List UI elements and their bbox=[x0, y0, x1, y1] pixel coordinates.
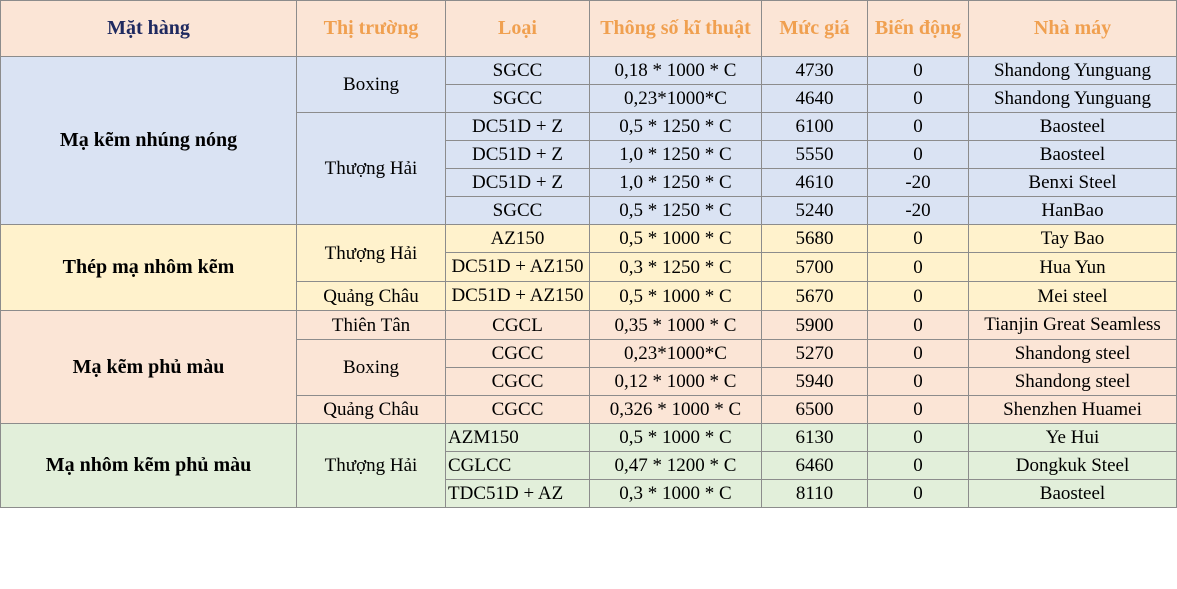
change-cell: 0 bbox=[868, 424, 969, 452]
price-cell: 5940 bbox=[762, 368, 868, 396]
type-cell: SGCC bbox=[446, 85, 590, 113]
type-cell: DC51D + AZ150 bbox=[446, 282, 590, 311]
price-cell: 6130 bbox=[762, 424, 868, 452]
price-cell: 5700 bbox=[762, 253, 868, 282]
group-name: Thép mạ nhôm kẽm bbox=[1, 225, 297, 311]
market-cell: Quảng Châu bbox=[297, 396, 446, 424]
factory-cell: Shandong Yunguang bbox=[969, 57, 1177, 85]
header-market: Thị trường bbox=[297, 1, 446, 57]
spec-cell: 0,5 * 1250 * C bbox=[590, 113, 762, 141]
factory-cell: Shandong steel bbox=[969, 340, 1177, 368]
price-cell: 6100 bbox=[762, 113, 868, 141]
header-type: Loại bbox=[446, 1, 590, 57]
type-cell: DC51D + Z bbox=[446, 169, 590, 197]
price-cell: 5550 bbox=[762, 141, 868, 169]
spec-cell: 0,12 * 1000 * C bbox=[590, 368, 762, 396]
price-cell: 5680 bbox=[762, 225, 868, 253]
spec-cell: 0,23*1000*C bbox=[590, 340, 762, 368]
type-cell: DC51D + Z bbox=[446, 113, 590, 141]
factory-cell: Tianjin Great Seamless bbox=[969, 311, 1177, 340]
type-cell: AZ150 bbox=[446, 225, 590, 253]
spec-cell: 0,35 * 1000 * C bbox=[590, 311, 762, 340]
spec-cell: 1,0 * 1250 * C bbox=[590, 141, 762, 169]
price-cell: 6460 bbox=[762, 452, 868, 480]
market-cell: Quảng Châu bbox=[297, 282, 446, 311]
factory-cell: Shenzhen Huamei bbox=[969, 396, 1177, 424]
type-cell: CGLCC bbox=[446, 452, 590, 480]
group-name: Mạ nhôm kẽm phủ màu bbox=[1, 424, 297, 508]
factory-cell: Shandong steel bbox=[969, 368, 1177, 396]
price-cell: 4730 bbox=[762, 57, 868, 85]
spec-cell: 0,3 * 1000 * C bbox=[590, 480, 762, 508]
market-cell: Thiên Tân bbox=[297, 311, 446, 340]
type-cell: CGCC bbox=[446, 396, 590, 424]
market-cell: Thượng Hải bbox=[297, 113, 446, 225]
factory-cell: HanBao bbox=[969, 197, 1177, 225]
change-cell: 0 bbox=[868, 113, 969, 141]
header-spec: Thông số kĩ thuật bbox=[590, 1, 762, 57]
type-cell: SGCC bbox=[446, 57, 590, 85]
market-cell: Thượng Hải bbox=[297, 424, 446, 508]
table-row bbox=[1, 225, 1177, 253]
type-cell: CGCC bbox=[446, 368, 590, 396]
group-name: Mạ kẽm nhúng nóng bbox=[1, 57, 297, 225]
factory-cell: Hua Yun bbox=[969, 253, 1177, 282]
type-cell: CGCC bbox=[446, 340, 590, 368]
type-cell: DC51D + Z bbox=[446, 141, 590, 169]
price-cell: 5240 bbox=[762, 197, 868, 225]
change-cell: 0 bbox=[868, 282, 969, 311]
header-factory: Nhà máy bbox=[969, 1, 1177, 57]
factory-cell: Mei steel bbox=[969, 282, 1177, 311]
change-cell: 0 bbox=[868, 57, 969, 85]
header-price: Mức giá bbox=[762, 1, 868, 57]
price-cell: 8110 bbox=[762, 480, 868, 508]
change-cell: 0 bbox=[868, 225, 969, 253]
type-cell: SGCC bbox=[446, 197, 590, 225]
header-product: Mặt hàng bbox=[1, 1, 297, 57]
change-cell: -20 bbox=[868, 197, 969, 225]
factory-cell: Baosteel bbox=[969, 480, 1177, 508]
factory-cell: Baosteel bbox=[969, 141, 1177, 169]
change-cell: 0 bbox=[868, 452, 969, 480]
change-cell: 0 bbox=[868, 141, 969, 169]
type-cell: AZM150 bbox=[446, 424, 590, 452]
change-cell: -20 bbox=[868, 169, 969, 197]
spec-cell: 0,5 * 1000 * C bbox=[590, 282, 762, 311]
price-cell: 6500 bbox=[762, 396, 868, 424]
header-row bbox=[1, 1, 1177, 57]
factory-cell: Ye Hui bbox=[969, 424, 1177, 452]
spec-cell: 0,23*1000*C bbox=[590, 85, 762, 113]
factory-cell: Shandong Yunguang bbox=[969, 85, 1177, 113]
change-cell: 0 bbox=[868, 311, 969, 340]
change-cell: 0 bbox=[868, 368, 969, 396]
factory-cell: Benxi Steel bbox=[969, 169, 1177, 197]
spec-cell: 0,3 * 1250 * C bbox=[590, 253, 762, 282]
factory-cell: Dongkuk Steel bbox=[969, 452, 1177, 480]
type-cell: TDC51D + AZ bbox=[446, 480, 590, 508]
spec-cell: 0,18 * 1000 * C bbox=[590, 57, 762, 85]
spec-cell: 0,5 * 1000 * C bbox=[590, 424, 762, 452]
header-change: Biến động bbox=[868, 1, 969, 57]
spec-cell: 0,5 * 1000 * C bbox=[590, 225, 762, 253]
market-cell: Thượng Hải bbox=[297, 225, 446, 282]
spec-cell: 1,0 * 1250 * C bbox=[590, 169, 762, 197]
change-cell: 0 bbox=[868, 480, 969, 508]
type-cell: CGCL bbox=[446, 311, 590, 340]
market-cell: Boxing bbox=[297, 340, 446, 396]
spec-cell: 0,47 * 1200 * C bbox=[590, 452, 762, 480]
factory-cell: Baosteel bbox=[969, 113, 1177, 141]
table-row bbox=[1, 424, 1177, 452]
change-cell: 0 bbox=[868, 253, 969, 282]
market-cell: Boxing bbox=[297, 57, 446, 113]
change-cell: 0 bbox=[868, 396, 969, 424]
price-cell: 4610 bbox=[762, 169, 868, 197]
factory-cell: Tay Bao bbox=[969, 225, 1177, 253]
change-cell: 0 bbox=[868, 340, 969, 368]
group-name: Mạ kẽm phủ màu bbox=[1, 311, 297, 424]
price-cell: 4640 bbox=[762, 85, 868, 113]
type-cell: DC51D + AZ150 bbox=[446, 253, 590, 282]
price-cell: 5270 bbox=[762, 340, 868, 368]
spec-cell: 0,5 * 1250 * C bbox=[590, 197, 762, 225]
price-cell: 5900 bbox=[762, 311, 868, 340]
change-cell: 0 bbox=[868, 85, 969, 113]
table-row bbox=[1, 57, 1177, 85]
spec-cell: 0,326 * 1000 * C bbox=[590, 396, 762, 424]
price-cell: 5670 bbox=[762, 282, 868, 311]
